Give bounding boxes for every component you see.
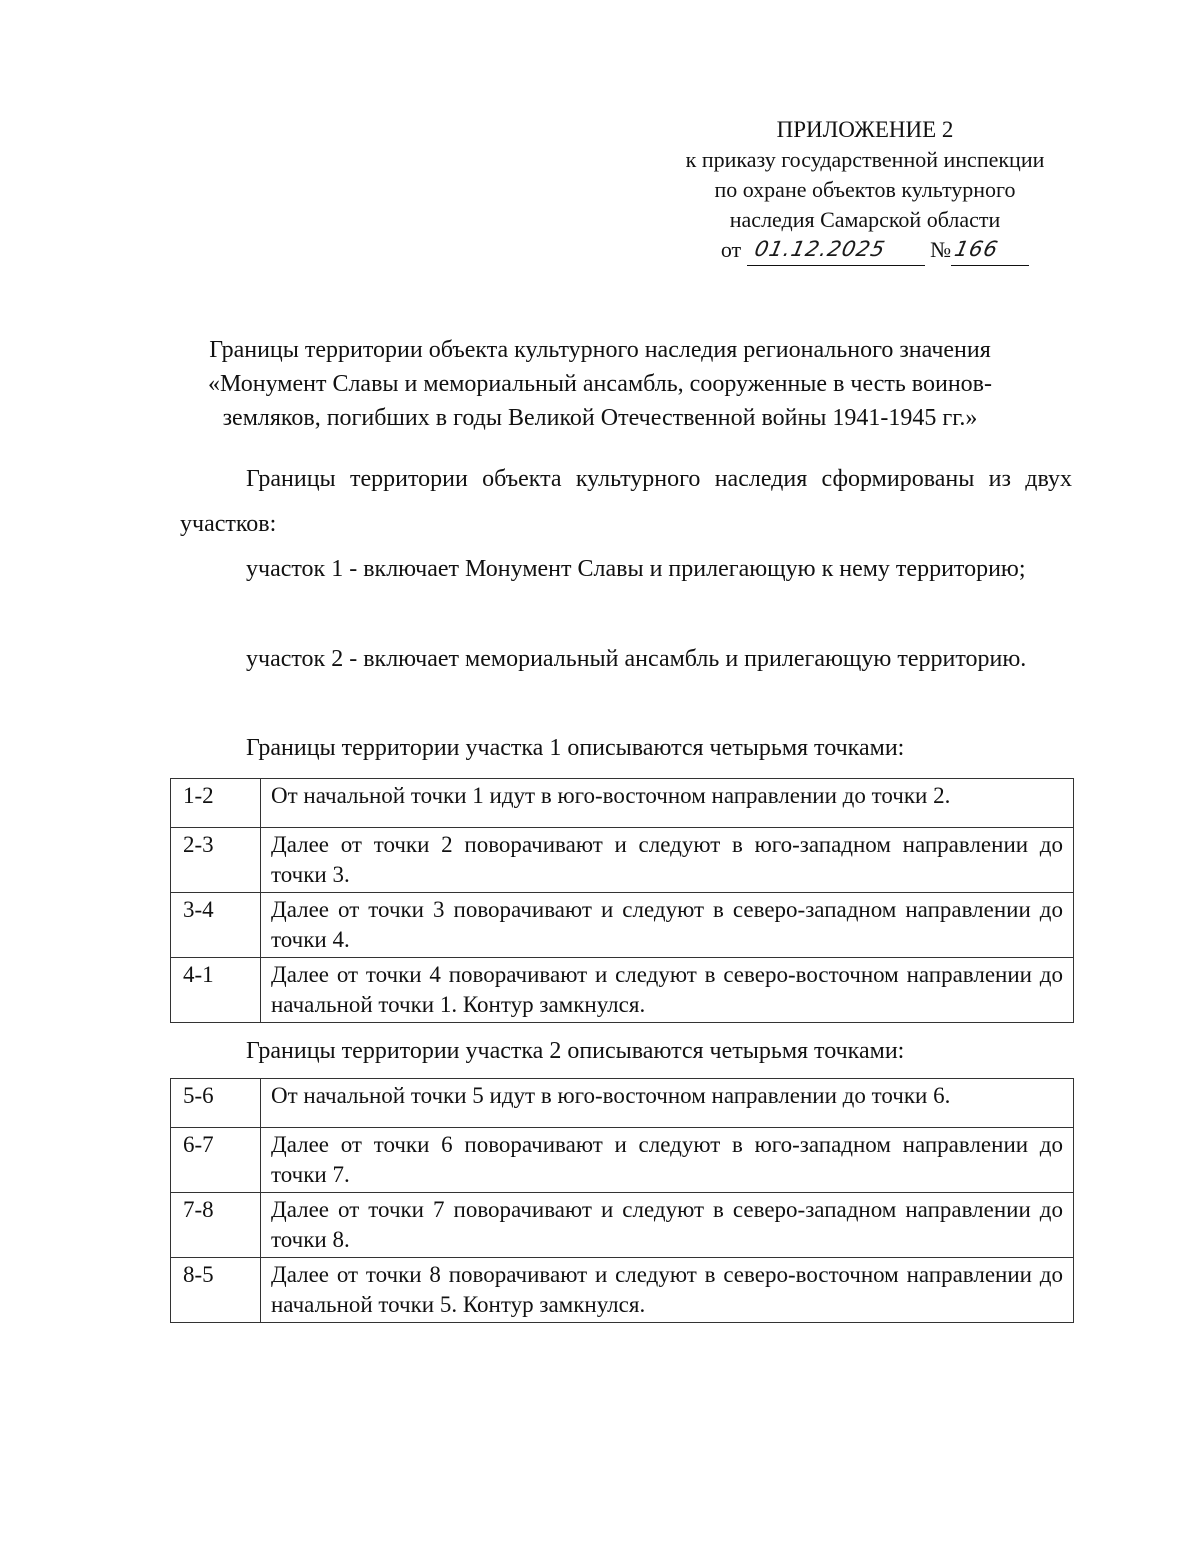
heading-line-3: земляков, погибших в годы Великой Отечественной войны 1941-1945 гг.» <box>222 405 978 431</box>
number-prefix: № <box>930 237 952 262</box>
appendix-title: ПРИЛОЖЕНИЕ 2 <box>776 117 954 142</box>
boundary-table-2 <box>170 1078 1074 1323</box>
table-row <box>171 1079 1074 1128</box>
appendix-line-2: по охране объектов культурного <box>714 177 1016 202</box>
heading-line-2: «Монумент Славы и мемориальный ансамбль, сооруженные в честь воинов- <box>208 371 992 397</box>
paragraph-section-1: участок 1 - включает Монумент Славы и прилегающую к нему территорию; <box>246 556 1026 582</box>
points-cell: 6-7 <box>171 1128 261 1193</box>
description-cell: Далее от точки 8 поворачивают и следуют в северо-восточном направлении до начальной точки 5. Контур замкнулся. <box>261 1258 1074 1323</box>
date-field <box>747 235 925 266</box>
paragraph-table2-intro: Границы территории участка 2 описываются четырьмя точками: <box>246 1038 905 1064</box>
points-cell: 5-6 <box>171 1079 261 1128</box>
table-row <box>171 893 1074 958</box>
description-cell: Далее от точки 6 поворачивают и следуют в юго-западном направлении до точки 7. <box>261 1128 1074 1193</box>
description-cell: Далее от точки 3 поворачивают и следуют в северо-западном направлении до точки 4. <box>261 893 1074 958</box>
appendix-date-line <box>630 235 1100 266</box>
table-row <box>171 1193 1074 1258</box>
heading-line-1: Границы территории объекта культурного наследия регионального значения <box>209 337 991 363</box>
appendix-line-3: наследия Самарской области <box>729 207 1001 232</box>
description-cell: Далее от точки 7 поворачивают и следуют в северо-западном направлении до точки 8. <box>261 1193 1074 1258</box>
number-field <box>951 235 1029 266</box>
description-cell: Далее от точки 2 поворачивают и следуют в юго-западном направлении до точки 3. <box>261 828 1074 893</box>
points-cell: 3-4 <box>171 893 261 958</box>
table-row <box>171 779 1074 828</box>
points-cell: 2-3 <box>171 828 261 893</box>
points-cell: 8-5 <box>171 1258 261 1323</box>
boundary-table-1 <box>170 778 1074 1023</box>
paragraph-section-2: участок 2 - включает мемориальный ансамбль и прилегающую территорию. <box>246 646 1027 672</box>
appendix-header <box>630 115 1100 266</box>
table-row <box>171 1128 1074 1193</box>
handwritten-number: 166 <box>952 237 1001 261</box>
points-cell: 1-2 <box>171 779 261 828</box>
description-cell: От начальной точки 1 идут в юго-восточном направлении до точки 2. <box>261 779 1074 828</box>
table-row <box>171 828 1074 893</box>
paragraph-table1-intro: Границы территории участка 1 описываются четырьмя точками: <box>246 735 905 761</box>
description-cell: Далее от точки 4 поворачивают и следуют в северо-восточном направлении до начальной точки 1. Контур замкнулся. <box>261 958 1074 1023</box>
handwritten-date: 01.12.2025 <box>752 237 888 261</box>
paragraph-sections: Границы территории объекта культурного наследия сформированы из двух участков: <box>180 466 1072 537</box>
table-row <box>171 958 1074 1023</box>
points-cell: 7-8 <box>171 1193 261 1258</box>
points-cell: 4-1 <box>171 958 261 1023</box>
table-row <box>171 1258 1074 1323</box>
document-heading <box>140 333 1060 435</box>
description-cell: От начальной точки 5 идут в юго-восточном направлении до точки 6. <box>261 1079 1074 1128</box>
appendix-line-1: к приказу государственной инспекции <box>685 147 1045 172</box>
date-prefix: от <box>720 237 742 262</box>
